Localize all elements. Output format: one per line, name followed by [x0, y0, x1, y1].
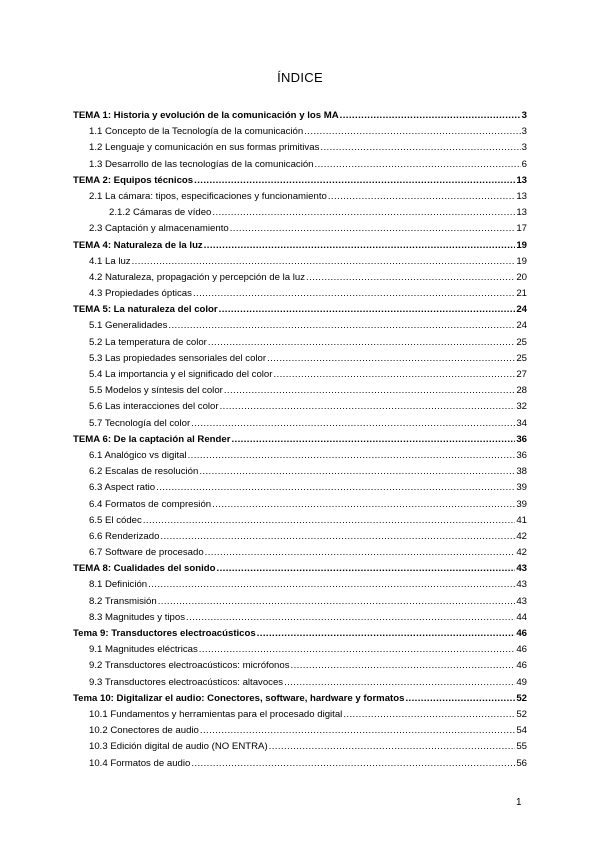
toc-leader-dots: [405, 691, 515, 707]
toc-section-entry[interactable]: [73, 254, 527, 270]
toc-section-entry[interactable]: [73, 723, 527, 739]
toc-entry-page: 39: [516, 482, 527, 494]
toc-entry-title: 5.1 Generalidades: [89, 320, 168, 332]
toc-entry-page: 46: [516, 660, 527, 672]
toc-chapter-entry[interactable]: [73, 432, 527, 448]
toc-entry-page: 43: [516, 563, 527, 575]
toc-section-entry[interactable]: [73, 189, 527, 205]
toc-entry-page: 6: [521, 158, 527, 170]
toc-entry-page: 13: [516, 190, 527, 202]
toc-chapter-entry[interactable]: [73, 302, 527, 318]
toc-section-entry[interactable]: [73, 221, 527, 237]
page-number: 1: [516, 797, 522, 808]
toc-leader-dots: [220, 399, 516, 415]
toc-leader-dots: [168, 318, 515, 334]
toc-section-entry[interactable]: [73, 399, 527, 415]
toc-entry-title: Tema 9: Transductores electroacústicos: [73, 628, 256, 639]
toc-section-entry[interactable]: [73, 205, 527, 221]
toc-entry-title: 5.5 Modelos y síntesis del color: [89, 385, 223, 397]
toc-entry-page: 54: [516, 725, 527, 737]
toc-entry-title: 4.2 Naturaleza, propagación y percepción de la luz: [89, 271, 305, 283]
toc-entry-title: 6.7 Software de procesado: [89, 547, 204, 559]
toc-leader-dots: [199, 464, 515, 480]
toc-entry-title: 9.2 Transductores electroacústicos: micrófonos: [89, 660, 290, 672]
toc-entry-page: 24: [516, 320, 527, 332]
toc-leader-dots: [199, 642, 516, 658]
toc-leader-dots: [257, 626, 516, 642]
toc-section-entry[interactable]: [73, 675, 527, 691]
toc-entry-title: 1.3 Desarrollo de las tecnologías de la comunicación: [89, 158, 314, 170]
toc-entry-title: 6.1 Analógico vs digital: [89, 449, 187, 461]
toc-leader-dots: [284, 675, 515, 691]
toc-leader-dots: [194, 173, 515, 189]
toc-entry-title: 6.2 Escalas de resolución: [89, 466, 199, 478]
toc-entry-page: 55: [516, 741, 527, 753]
toc-entry-title: 4.3 Propiedades ópticas: [89, 288, 192, 300]
toc-section-entry[interactable]: [73, 513, 527, 529]
toc-entry-title: 2.1 La cámara: tipos, especificaciones y funcionamiento: [89, 190, 327, 202]
toc-leader-dots: [200, 723, 515, 739]
toc-chapter-entry[interactable]: [73, 561, 527, 577]
toc-section-entry[interactable]: [73, 351, 527, 367]
toc-entry-page: 32: [516, 401, 527, 413]
toc-entry-page: 43: [516, 579, 527, 591]
toc-leader-dots: [132, 254, 516, 270]
toc-entry-page: 46: [516, 644, 527, 656]
toc-leader-dots: [230, 221, 516, 237]
toc-entry-title: 6.4 Formatos de compresión: [89, 498, 212, 510]
toc-leader-dots: [306, 270, 515, 286]
toc-leader-dots: [156, 480, 515, 496]
toc-section-entry[interactable]: [73, 335, 527, 351]
toc-entry-page: 52: [516, 708, 527, 720]
toc-entry-title: TEMA 1: Historia y evolución de la comunicación y los MA: [73, 110, 339, 121]
toc-entry-title: 9.3 Transductores electroacústicos: altavoces: [89, 676, 284, 688]
toc-entry-title: 8.2 Transmisión: [89, 595, 157, 607]
toc-entry-page: 43: [516, 595, 527, 607]
toc-entry-title: 6.6 Renderizado: [89, 530, 160, 542]
toc-chapter-entry[interactable]: [73, 108, 527, 124]
toc-section-entry[interactable]: [73, 367, 527, 383]
toc-entry-title: 5.3 Las propiedades sensoriales del color: [89, 352, 267, 364]
toc-entry-page: 27: [516, 369, 527, 380]
toc-leader-dots: [188, 448, 516, 464]
toc-entry-page: 36: [516, 449, 527, 461]
toc-leader-dots: [186, 610, 515, 626]
toc-leader-dots: [315, 157, 521, 173]
toc-entry-page: 34: [516, 417, 527, 429]
toc-section-entry[interactable]: [73, 497, 527, 513]
toc-section-entry[interactable]: [73, 545, 527, 561]
toc-entry-page: 25: [516, 352, 527, 364]
toc-section-entry[interactable]: [73, 480, 527, 496]
toc-entry-page: 24: [516, 304, 527, 316]
toc-leader-dots: [217, 561, 516, 577]
toc-entry-title: Tema 10: Digitalizar el audio: Conectores, software, hardware y formatos: [73, 692, 405, 704]
toc-section-entry[interactable]: [73, 270, 527, 286]
toc-entry-title: 8.1 Definición: [89, 579, 148, 591]
toc-section-entry[interactable]: [73, 658, 527, 674]
toc-leader-dots: [267, 351, 515, 367]
toc-entry-page: 46: [516, 628, 527, 639]
toc-section-entry[interactable]: [73, 448, 527, 464]
toc-leader-dots: [193, 286, 515, 302]
toc-leader-dots: [224, 383, 515, 399]
toc-leader-dots: [304, 124, 520, 140]
toc-entry-title: 10.4 Formatos de audio: [89, 757, 191, 769]
toc-section-entry[interactable]: [73, 318, 527, 334]
toc-section-entry[interactable]: [73, 416, 527, 432]
toc-leader-dots: [219, 302, 516, 318]
toc-section-entry[interactable]: [73, 157, 527, 173]
toc-entry-title: 10.3 Edición digital de audio (NO ENTRA): [89, 741, 268, 753]
toc-entry-page: 17: [516, 223, 527, 235]
toc-section-entry[interactable]: [73, 577, 527, 593]
toc-entry-page: 36: [516, 433, 527, 445]
toc-entry-title: 6.3 Aspect ratio: [89, 482, 156, 494]
toc-entry-page: 19: [516, 239, 527, 251]
toc-entry-title: 9.1 Magnitudes eléctricas: [89, 644, 198, 656]
toc-leader-dots: [191, 416, 515, 432]
toc-entry-title: 1.1 Concepto de la Tecnología de la comunicación: [89, 126, 304, 138]
toc-section-entry[interactable]: [73, 464, 527, 480]
toc-entry-title: TEMA 8: Cualidades del sonido: [73, 563, 216, 575]
toc-leader-dots: [160, 529, 515, 545]
toc-section-entry[interactable]: [73, 642, 527, 658]
toc-section-entry[interactable]: [73, 756, 527, 772]
toc-section-entry[interactable]: [73, 286, 527, 302]
toc-chapter-entry[interactable]: [73, 691, 527, 707]
toc-entry-page: 28: [516, 385, 527, 397]
toc-section-entry[interactable]: [73, 739, 527, 755]
toc-leader-dots: [205, 545, 516, 561]
toc-entry-title: 5.7 Tecnología del color: [89, 417, 191, 429]
toc-entry-title: 2.3 Captación y almacenamiento: [89, 223, 229, 235]
toc-entry-title: 5.4 La importancia y el significado del color: [89, 369, 273, 380]
toc-entry-page: 13: [516, 207, 527, 219]
toc-section-entry[interactable]: [73, 610, 527, 626]
page-title: ÍNDICE: [277, 70, 323, 85]
toc-leader-dots: [148, 577, 515, 593]
toc-leader-dots: [158, 594, 516, 610]
toc-entry-title: TEMA 2: Equipos técnicos: [73, 174, 194, 186]
toc-entry-title: 10.2 Conectores de audio: [89, 725, 199, 737]
table-of-contents: [73, 108, 527, 772]
toc-entry-title: 8.3 Magnitudes y tipos: [89, 611, 185, 623]
toc-leader-dots: [143, 513, 516, 529]
toc-entry-title: 2.1.2 Cámaras de vídeo: [109, 207, 212, 219]
toc-leader-dots: [291, 658, 516, 674]
toc-chapter-entry[interactable]: [73, 173, 527, 189]
toc-section-entry[interactable]: [73, 594, 527, 610]
toc-entry-page: 42: [516, 530, 527, 542]
toc-section-entry[interactable]: [73, 383, 527, 399]
toc-entry-page: 41: [516, 514, 527, 526]
toc-section-entry[interactable]: [73, 124, 527, 140]
toc-entry-page: 20: [516, 271, 527, 283]
toc-leader-dots: [340, 108, 521, 124]
toc-leader-dots: [204, 238, 516, 254]
toc-entry-page: 42: [516, 547, 527, 559]
toc-leader-dots: [320, 140, 520, 156]
toc-entry-title: 4.1 La luz: [89, 255, 131, 267]
toc-entry-title: 10.1 Fundamentos y herramientas para el procesado digital: [89, 708, 343, 720]
toc-entry-title: 1.2 Lenguaje y comunicación en sus formas primitivas: [89, 142, 320, 154]
toc-entry-page: 56: [516, 757, 527, 769]
toc-leader-dots: [231, 432, 515, 448]
toc-entry-title: 5.6 Las interacciones del color: [89, 401, 219, 413]
toc-entry-page: 3: [521, 126, 527, 138]
toc-chapter-entry[interactable]: [73, 626, 527, 642]
toc-entry-page: 19: [516, 255, 527, 267]
toc-section-entry[interactable]: [73, 707, 527, 723]
toc-leader-dots: [191, 756, 515, 772]
toc-entry-page: 38: [516, 466, 527, 478]
toc-section-entry[interactable]: [73, 529, 527, 545]
toc-entry-page: 39: [516, 498, 527, 510]
toc-entry-page: 44: [516, 611, 527, 623]
toc-entry-page: 3: [521, 142, 527, 154]
toc-entry-page: 21: [516, 288, 527, 300]
toc-leader-dots: [273, 367, 515, 383]
toc-entry-title: 6.5 El códec: [89, 514, 142, 526]
toc-chapter-entry[interactable]: [73, 238, 527, 254]
toc-entry-title: TEMA 5: La naturaleza del color: [73, 304, 218, 316]
toc-entry-page: 52: [516, 692, 527, 704]
toc-entry-page: 49: [516, 676, 527, 688]
toc-entry-title: 5.2 La temperatura de color: [89, 336, 207, 348]
toc-leader-dots: [269, 739, 516, 755]
toc-entry-page: 3: [521, 110, 527, 121]
toc-section-entry[interactable]: [73, 140, 527, 156]
toc-entry-title: TEMA 6: De la captación al Render: [73, 433, 231, 445]
toc-leader-dots: [208, 335, 515, 351]
toc-entry-page: 25: [516, 336, 527, 348]
toc-entry-title: TEMA 4: Naturaleza de la luz: [73, 239, 203, 251]
toc-leader-dots: [212, 497, 515, 513]
toc-leader-dots: [212, 205, 515, 221]
toc-entry-page: 13: [516, 174, 527, 186]
toc-leader-dots: [328, 189, 515, 205]
toc-leader-dots: [343, 707, 515, 723]
